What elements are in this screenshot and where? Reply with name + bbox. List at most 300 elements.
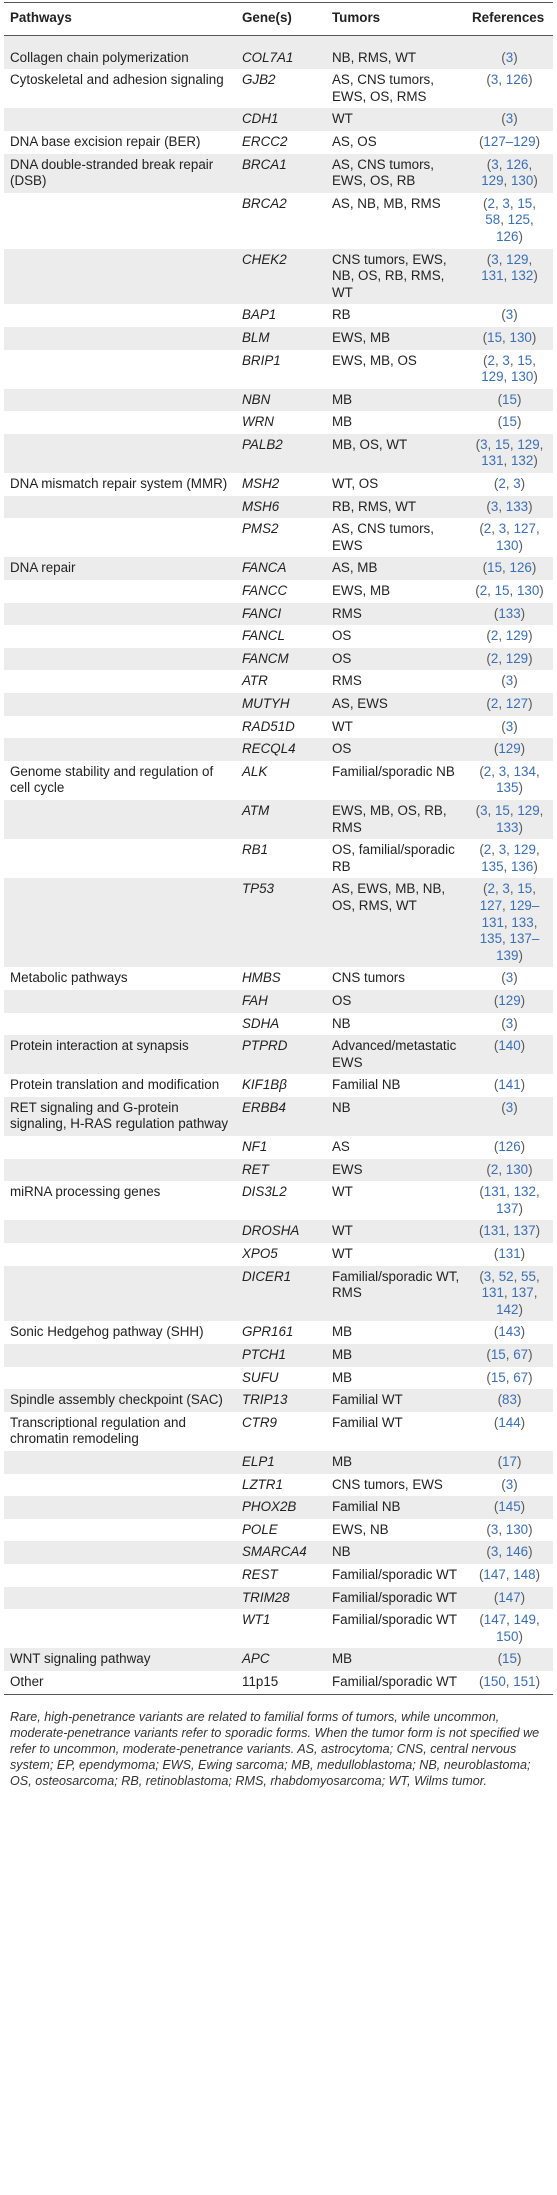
gene-cell: ATR <box>236 670 326 693</box>
reference-link[interactable]: 130 <box>509 329 532 345</box>
pathway-cell: Collagen chain polymerization <box>4 35 236 69</box>
reference-punctuation: , <box>503 453 511 469</box>
table-row <box>4 1321 553 1344</box>
pathway-cell <box>4 738 236 761</box>
table-row <box>4 1344 553 1367</box>
reference-punctuation: ( <box>501 1476 506 1492</box>
reference-punctuation: , <box>502 329 510 345</box>
reference-punctuation: ) <box>513 1476 518 1492</box>
reference-punctuation: , <box>505 1673 514 1689</box>
reference-punctuation: , <box>509 195 518 211</box>
reference-punctuation: , <box>498 1544 506 1560</box>
reference-link[interactable]: 2 <box>483 521 492 537</box>
reference-link[interactable]: 127 <box>479 897 503 913</box>
reference-link[interactable]: 3 <box>480 802 488 818</box>
pathway-cell <box>4 327 236 350</box>
reference-link[interactable]: 130 <box>516 583 540 599</box>
references-cell <box>466 716 553 739</box>
reference-link[interactable]: 15 <box>490 1347 506 1362</box>
reference-punctuation: , <box>532 352 536 368</box>
reference-punctuation: , <box>509 583 517 599</box>
reference-punctuation: , <box>498 156 507 172</box>
pathway-cell: DNA double-stranded break repair (DSB) <box>4 154 236 193</box>
reference-link[interactable]: 129 <box>517 436 540 452</box>
table-row <box>4 1496 553 1519</box>
reference-link[interactable]: 135 <box>479 931 503 947</box>
reference-link[interactable]: 135 <box>496 780 519 796</box>
reference-link[interactable]: 130 <box>505 1161 529 1177</box>
gene-cell: LZTR1 <box>236 1474 326 1497</box>
reference-punctuation: ( <box>486 1369 491 1385</box>
reference-link[interactable]: 125 <box>507 212 530 228</box>
tumors-cell: AS, OS <box>326 131 466 154</box>
reference-link[interactable]: 130 <box>510 369 534 385</box>
gene-cell: MSH2 <box>236 473 326 496</box>
table-row <box>4 625 553 648</box>
reference-link[interactable]: 126 <box>505 72 529 88</box>
reference-link[interactable]: 129 <box>481 173 504 189</box>
reference-punctuation: ( <box>478 1673 484 1689</box>
reference-punctuation: ( <box>486 696 491 711</box>
reference-link[interactable]: 137 <box>496 1200 519 1216</box>
reference-punctuation: ( <box>501 49 506 65</box>
reference-punctuation: ) <box>528 72 533 88</box>
references-cell <box>466 304 553 327</box>
tumors-cell: WT <box>326 108 466 131</box>
reference-link[interactable]: 15 <box>494 802 510 818</box>
header-genes: Gene(s) <box>236 3 326 36</box>
reference-link[interactable]: 67 <box>513 1369 529 1385</box>
reference-link[interactable]: 132 <box>513 1184 536 1200</box>
references-cell <box>466 1266 553 1322</box>
references-cell <box>466 1474 553 1497</box>
reference-link[interactable]: 15 <box>502 391 517 407</box>
references-cell <box>466 1035 553 1074</box>
tumors-cell: EWS, MB, OS <box>326 350 466 389</box>
gene-cell: BRCA1 <box>236 154 326 193</box>
reference-punctuation: ) <box>528 1369 533 1385</box>
gene-cell: NBN <box>236 389 326 412</box>
reference-link[interactable]: 3 <box>502 352 510 368</box>
reference-link[interactable]: 2 <box>490 1161 499 1177</box>
references-cell <box>466 434 553 473</box>
reference-punctuation: , <box>509 352 518 368</box>
reference-link[interactable]: 52 <box>498 1268 514 1284</box>
reference-link[interactable]: 2 <box>479 583 488 599</box>
reference-link[interactable]: 15 <box>494 436 510 452</box>
tumors-cell: NB <box>326 1013 466 1036</box>
table-row <box>4 1097 553 1136</box>
reference-link[interactable]: 142 <box>496 1301 519 1317</box>
tumors-cell: Familial/sporadic NB <box>326 761 466 800</box>
reference-link[interactable]: 15 <box>517 881 533 897</box>
gene-cell: GJB2 <box>236 69 326 108</box>
reference-link[interactable]: 141 <box>498 1077 521 1093</box>
pathway-cell <box>4 693 236 716</box>
reference-link[interactable]: 129 <box>517 802 540 818</box>
pathway-cell <box>4 878 236 967</box>
reference-link[interactable]: 129 <box>505 650 529 666</box>
reference-punctuation: , <box>513 1268 522 1284</box>
tumors-cell: OS, familial/sporadic RB <box>326 839 466 878</box>
reference-punctuation: ) <box>516 1392 522 1408</box>
reference-link[interactable]: 137–139 <box>496 931 540 963</box>
pathway-cell <box>4 1587 236 1610</box>
pathway-cell <box>4 434 236 473</box>
references-cell <box>466 1412 553 1451</box>
reference-punctuation: ( <box>493 605 499 621</box>
reference-punctuation: , <box>502 560 510 576</box>
reference-link[interactable]: 145 <box>498 1499 521 1515</box>
tumors-cell: AS, EWS <box>326 693 466 716</box>
reference-link[interactable]: 147 <box>498 1589 521 1605</box>
reference-link[interactable]: 3 <box>490 498 499 514</box>
gene-cell: WRN <box>236 411 326 434</box>
pathway-cell: Metabolic pathways <box>4 967 236 990</box>
reference-punctuation: , <box>498 628 506 644</box>
references-cell <box>466 473 553 496</box>
reference-punctuation: ( <box>486 650 491 666</box>
gene-cell: FANCL <box>236 625 326 648</box>
references-cell <box>466 1367 553 1390</box>
reference-punctuation: ) <box>520 1499 526 1515</box>
reference-link[interactable]: 3 <box>505 1015 514 1031</box>
table-row <box>4 738 553 761</box>
reference-punctuation: , <box>503 369 511 385</box>
reference-link[interactable]: 130 <box>496 537 519 553</box>
reference-link[interactable]: 132 <box>510 268 534 284</box>
reference-link[interactable]: 130 <box>510 173 534 189</box>
pathway-cell: miRNA processing genes <box>4 1181 236 1220</box>
reference-punctuation: ( <box>479 521 484 537</box>
reference-link[interactable]: 3 <box>483 1268 492 1284</box>
gene-cell: FANCM <box>236 648 326 671</box>
references-cell <box>466 193 553 249</box>
reference-punctuation: , <box>535 1268 540 1284</box>
reference-link[interactable]: 131 <box>481 453 504 469</box>
reference-punctuation: ) <box>518 1628 523 1644</box>
reference-link[interactable]: 3 <box>502 881 510 897</box>
reference-link[interactable]: 150 <box>496 1628 519 1644</box>
reference-link[interactable]: 150 <box>483 1673 506 1689</box>
reference-punctuation: ) <box>533 173 538 189</box>
gene-cell: BAP1 <box>236 304 326 327</box>
reference-link[interactable]: 3 <box>498 763 507 779</box>
reference-link[interactable]: 2 <box>490 650 499 666</box>
reference-link[interactable]: 127 <box>513 521 536 537</box>
reference-punctuation: ( <box>478 1223 484 1239</box>
reference-punctuation: ( <box>479 763 484 779</box>
reference-link[interactable]: 129 <box>498 992 521 1008</box>
reference-link[interactable]: 133 <box>505 498 529 514</box>
gene-cell: WT1 <box>236 1609 326 1648</box>
references-cell <box>466 839 553 878</box>
reference-link[interactable]: 140 <box>498 1038 521 1054</box>
pathway-cell: DNA base excision repair (BER) <box>4 131 236 154</box>
table-body <box>4 35 553 1693</box>
reference-link[interactable]: 3 <box>498 521 507 537</box>
reference-punctuation: ( <box>493 1139 499 1155</box>
reference-link[interactable]: 133 <box>496 819 519 835</box>
reference-link[interactable]: 15 <box>487 560 503 576</box>
pathway-cell <box>4 839 236 878</box>
table-row <box>4 496 553 519</box>
reference-link[interactable]: 3 <box>513 476 521 492</box>
table-row <box>4 1013 553 1036</box>
reference-punctuation: ( <box>486 1521 491 1537</box>
reference-link[interactable]: 127 <box>505 696 529 711</box>
reference-punctuation: ( <box>486 1161 491 1177</box>
tumors-cell: WT <box>326 1181 466 1220</box>
reference-punctuation: , <box>494 195 503 211</box>
tumors-cell: MB <box>326 1344 466 1367</box>
reference-link[interactable]: 15 <box>490 1369 506 1385</box>
references-cell <box>466 1587 553 1610</box>
references-cell <box>466 693 553 716</box>
reference-punctuation: ( <box>493 1246 499 1262</box>
table-row <box>4 648 553 671</box>
reference-punctuation: ( <box>493 476 499 492</box>
reference-link[interactable]: 147 <box>483 1566 506 1582</box>
reference-link[interactable]: 147 <box>483 1612 507 1628</box>
reference-link[interactable]: 15 <box>517 352 533 368</box>
tumors-cell: EWS, NB <box>326 1519 466 1542</box>
reference-link[interactable]: 2 <box>487 195 495 211</box>
tumors-cell: EWS, MB, OS, RB, RMS <box>326 800 466 839</box>
reference-link[interactable]: 2 <box>498 476 506 492</box>
reference-link[interactable]: 131 <box>498 1246 521 1262</box>
reference-link[interactable]: 135 <box>481 858 504 874</box>
gene-cell: SUFU <box>236 1367 326 1390</box>
table-row <box>4 1220 553 1243</box>
reference-link[interactable]: 2 <box>490 696 499 711</box>
reference-link[interactable]: 132 <box>510 453 534 469</box>
reference-punctuation: ) <box>518 1200 523 1216</box>
reference-punctuation: , <box>503 1285 512 1301</box>
reference-punctuation: , <box>502 897 510 913</box>
reference-link[interactable]: 3 <box>505 673 514 689</box>
reference-link[interactable]: 137 <box>513 1223 536 1239</box>
reference-link[interactable]: 3 <box>505 718 514 734</box>
reference-link[interactable]: 131 <box>483 1184 507 1200</box>
tumors-cell: NB <box>326 1541 466 1564</box>
reference-punctuation: , <box>505 476 514 492</box>
reference-link[interactable]: 3 <box>505 49 514 65</box>
reference-link[interactable]: 3 <box>490 72 499 88</box>
reference-link[interactable]: 130 <box>505 1521 529 1537</box>
reference-punctuation: ) <box>513 1099 518 1115</box>
reference-link[interactable]: 3 <box>491 251 499 267</box>
gene-cell: ELP1 <box>236 1451 326 1474</box>
reference-punctuation: ( <box>486 1544 491 1560</box>
references-cell <box>466 1519 553 1542</box>
reference-link[interactable]: 3 <box>490 1544 499 1560</box>
references-cell <box>466 496 553 519</box>
reference-link[interactable]: 3 <box>491 156 499 172</box>
table-row <box>4 603 553 626</box>
references-cell <box>466 1344 553 1367</box>
reference-link[interactable]: 134 <box>513 763 536 779</box>
reference-link[interactable]: 3 <box>505 111 514 127</box>
reference-link[interactable]: 58 <box>485 212 501 228</box>
references-cell <box>466 648 553 671</box>
reference-link[interactable]: 126 <box>509 560 532 576</box>
tumors-cell: CNS tumors <box>326 967 466 990</box>
reference-link[interactable]: 129 <box>505 628 529 644</box>
reference-link[interactable]: 127–129 <box>483 133 536 149</box>
reference-link[interactable]: 146 <box>505 1544 529 1560</box>
table-row <box>4 1181 553 1220</box>
references-cell <box>466 1564 553 1587</box>
pathway-cell <box>4 1266 236 1322</box>
pathway-cell <box>4 1519 236 1542</box>
reference-link[interactable]: 3 <box>480 436 488 452</box>
reference-punctuation: ) <box>533 268 538 284</box>
reference-punctuation: ( <box>501 1099 506 1115</box>
reference-link[interactable]: 3 <box>502 195 510 211</box>
reference-punctuation: ) <box>539 583 544 599</box>
reference-link[interactable]: 131 <box>481 1285 504 1301</box>
reference-link[interactable]: 149 <box>513 1612 536 1628</box>
reference-link[interactable]: 15 <box>494 583 510 599</box>
reference-link[interactable]: 3 <box>490 1521 499 1537</box>
reference-link[interactable]: 126 <box>496 228 519 244</box>
gene-cell: BRIP1 <box>236 350 326 389</box>
pathway-cell <box>4 1474 236 1497</box>
reference-punctuation: ( <box>493 992 499 1008</box>
gene-cell: GPR161 <box>236 1321 326 1344</box>
table-row <box>4 1564 553 1587</box>
pathway-cell <box>4 1243 236 1266</box>
reference-link[interactable]: 148 <box>513 1566 536 1582</box>
table-row <box>4 1412 553 1451</box>
reference-punctuation: , <box>533 914 538 930</box>
reference-punctuation: , <box>509 436 518 452</box>
reference-punctuation: ) <box>528 1347 533 1362</box>
references-cell <box>466 738 553 761</box>
gene-cell: KIF1Bβ <box>236 1074 326 1097</box>
reference-punctuation: , <box>498 72 506 88</box>
reference-link[interactable]: 67 <box>513 1347 529 1362</box>
reference-punctuation: ( <box>501 1015 506 1031</box>
reference-punctuation: ) <box>533 858 538 874</box>
reference-link[interactable]: 136 <box>510 858 534 874</box>
reference-punctuation: , <box>528 251 533 267</box>
pathway-cell: Cytoskeletal and adhesion signaling <box>4 69 236 108</box>
reference-link[interactable]: 2 <box>483 842 492 858</box>
pathway-cell <box>4 1159 236 1182</box>
reference-link[interactable]: 3 <box>505 307 514 323</box>
pathway-cell <box>4 670 236 693</box>
reference-link[interactable]: 129 <box>498 741 521 757</box>
reference-punctuation: ( <box>479 1612 484 1628</box>
reference-link[interactable]: 3 <box>505 970 514 986</box>
table-row <box>4 389 553 412</box>
reference-link[interactable]: 131 <box>483 1223 506 1239</box>
reference-link[interactable]: 151 <box>513 1673 536 1689</box>
reference-punctuation: , <box>528 156 533 172</box>
references-cell <box>466 967 553 990</box>
gene-cell: ATM <box>236 800 326 839</box>
reference-link[interactable]: 129 <box>513 842 536 858</box>
tumors-cell: Familial/sporadic WT <box>326 1587 466 1610</box>
tumors-cell: WT <box>326 716 466 739</box>
references-cell <box>466 411 553 434</box>
tumors-cell: WT <box>326 1220 466 1243</box>
reference-link[interactable]: 2 <box>490 628 499 644</box>
table-row <box>4 1541 553 1564</box>
reference-link[interactable]: 131 <box>481 268 504 284</box>
reference-link[interactable]: 129 <box>481 369 504 385</box>
reference-link[interactable]: 15 <box>517 195 533 211</box>
reference-link[interactable]: 3 <box>505 1099 514 1115</box>
reference-punctuation: ( <box>501 718 506 734</box>
reference-link[interactable]: 15 <box>502 1651 517 1667</box>
reference-link[interactable]: 144 <box>498 1414 521 1430</box>
reference-punctuation: ( <box>479 1268 484 1284</box>
reference-link[interactable]: 129 <box>506 251 529 267</box>
reference-link[interactable]: 133 <box>511 914 534 930</box>
table-row <box>4 1671 553 1694</box>
reference-link[interactable]: 129–131 <box>481 897 540 930</box>
reference-link[interactable]: 126 <box>506 156 529 172</box>
gene-cell: ERBB4 <box>236 1097 326 1136</box>
reference-link[interactable]: 55 <box>521 1268 536 1284</box>
reference-link[interactable]: 2 <box>487 881 495 897</box>
reference-link[interactable]: 143 <box>498 1324 521 1340</box>
gene-cell: PHOX2B <box>236 1496 326 1519</box>
reference-link[interactable]: 2 <box>483 763 492 779</box>
reference-link[interactable]: 83 <box>502 1392 517 1408</box>
pathway-cell: Other <box>4 1671 236 1694</box>
reference-link[interactable]: 126 <box>498 1139 521 1155</box>
references-cell <box>466 670 553 693</box>
tumors-cell: MB <box>326 1367 466 1390</box>
reference-link[interactable]: 15 <box>502 414 517 430</box>
tumors-cell: AS, MB <box>326 557 466 580</box>
reference-link[interactable]: 3 <box>498 842 507 858</box>
tumors-cell: Familial WT <box>326 1412 466 1451</box>
reference-punctuation: ( <box>493 1499 499 1515</box>
tumors-cell: AS, EWS, MB, NB, OS, RMS, WT <box>326 878 466 967</box>
reference-punctuation: , <box>503 858 511 874</box>
header-pathways: Pathways <box>4 3 236 36</box>
gene-cell: RET <box>236 1159 326 1182</box>
reference-link[interactable]: 133 <box>498 605 521 621</box>
tumors-cell: Familial/sporadic WT <box>326 1564 466 1587</box>
references-cell <box>466 1181 553 1220</box>
gene-cell: BLM <box>236 327 326 350</box>
gene-cell: CDH1 <box>236 108 326 131</box>
reference-link[interactable]: 17 <box>502 1453 517 1469</box>
reference-link[interactable]: 15 <box>487 329 503 345</box>
reference-punctuation: , <box>502 931 510 947</box>
pathways-table <box>4 2 553 1694</box>
tumors-cell: MB <box>326 1648 466 1671</box>
reference-punctuation: ( <box>493 1589 499 1605</box>
references-cell <box>466 800 553 839</box>
tumors-cell: Familial WT <box>326 1389 466 1412</box>
reference-punctuation: ) <box>533 453 538 469</box>
table-row <box>4 518 553 557</box>
reference-link[interactable]: 3 <box>505 1476 514 1492</box>
reference-punctuation: , <box>535 763 540 779</box>
reference-punctuation: , <box>506 1184 514 1200</box>
reference-link[interactable]: 2 <box>487 352 495 368</box>
reference-punctuation: ) <box>520 476 526 492</box>
reference-punctuation: , <box>498 696 506 711</box>
reference-link[interactable]: 137 <box>511 1285 534 1301</box>
